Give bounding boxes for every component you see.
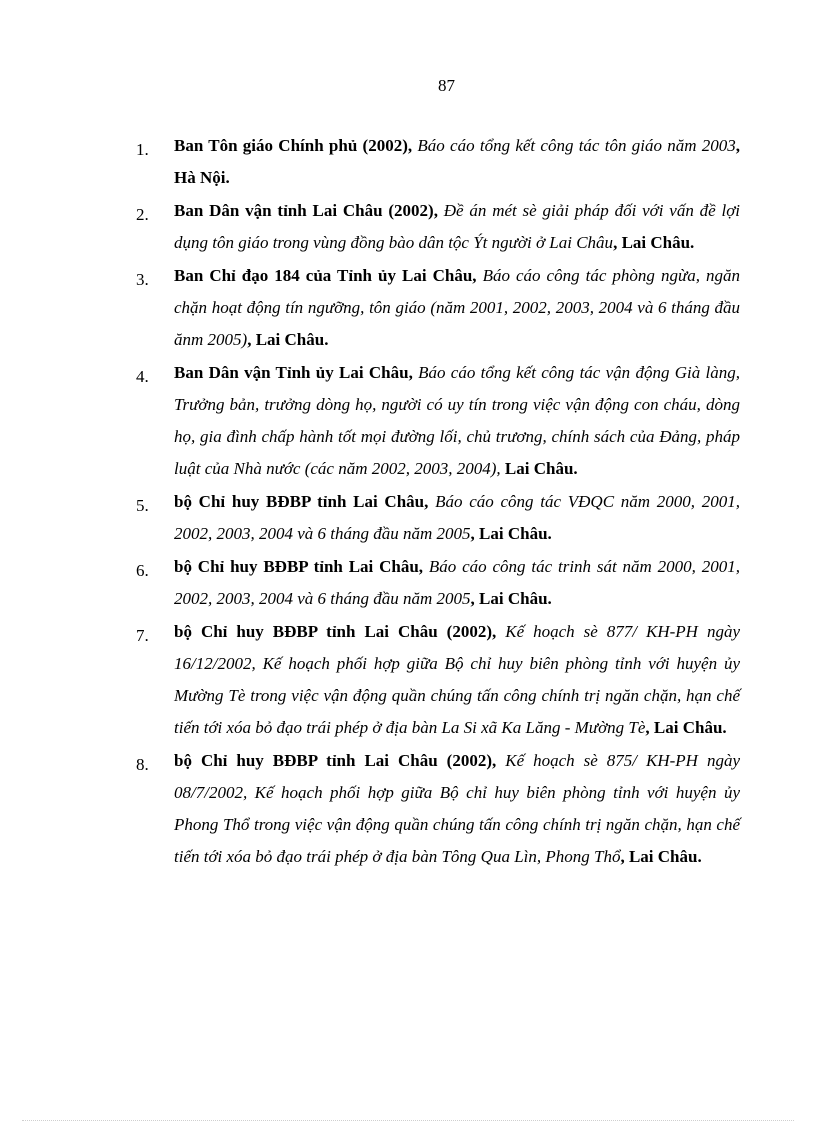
- reference-number: 6.: [136, 561, 149, 580]
- reference-place: , Lai Châu.: [247, 330, 329, 349]
- reference-place: Lai Châu.: [500, 459, 578, 478]
- reference-author: Ban Chỉ đạo 184 của Tỉnh ủy Lai Châu,: [174, 266, 477, 285]
- reference-author: Ban Dân vận Tỉnh ủy Lai Châu,: [174, 363, 413, 382]
- reference-text: [174, 616, 740, 744]
- reference-place: , Lai Châu.: [613, 233, 695, 252]
- reference-item: [136, 551, 740, 615]
- reference-number: 2.: [136, 205, 149, 224]
- reference-title: Báo cáo công tác trinh sát năm 2000, 2001, 2002, 2003, 2004 và 6 tháng đầu năm 2005: [174, 557, 741, 608]
- reference-place: , Lai Châu.: [470, 589, 552, 608]
- reference-place: , Lai Châu.: [470, 524, 552, 543]
- reference-title: Báo cáo tổng kết công tác vận động Già làng, Trưởng bản, trưởng dòng họ, người có uy tín trong việc vận động con cháu, dòng họ, gia đình chấp hành tốt mọi đường lối, chủ trương, chính sách của Đảng, pháp luật của Nhà nước (các năm 2002, 2003, 2004),: [174, 363, 740, 478]
- reference-title: Báo cáo công tác phòng ngừa, ngăn chặn hoạt động tín ngưỡng, tôn giáo (năm 2001, 2002, 2003, 2004 và 6 tháng đầu ănm 2005): [174, 266, 741, 349]
- reference-title: Kế hoạch sè 877/ KH-PH ngày 16/12/2002, Kế hoạch phối hợp giữa Bộ chỉ huy biên phòng tỉnh với huyện ủy Mường Tè trong việc vận động quần chúng tấn công chính trị ngăn chặn, hạn chế tiến tới xóa bỏ đạo trái phép ở địa bàn La Si xã Ka Lăng - Mường Tè: [174, 622, 740, 737]
- page-number: 87: [438, 76, 455, 95]
- reference-text: [174, 745, 740, 873]
- reference-text: [174, 486, 740, 550]
- reference-item: [136, 195, 740, 259]
- reference-number: 5.: [136, 496, 149, 515]
- reference-text: [174, 357, 740, 485]
- reference-item: [136, 745, 740, 873]
- reference-text: [174, 130, 740, 194]
- reference-place: , Hà Nội.: [174, 136, 740, 187]
- reference-text: [174, 260, 740, 356]
- reference-title: Báo cáo tổng kết công tác tôn giáo năm 2003: [417, 136, 736, 155]
- reference-number: 1.: [136, 140, 149, 159]
- reference-title: Đề án mét sè giải pháp đối với vấn đề lợi dụng tôn giáo trong vùng đồng bào dân tộc Ýt người ở Lai Châu: [174, 201, 741, 252]
- reference-author: bộ Chỉ huy BĐBP tỉnh Lai Châu (2002),: [174, 622, 497, 641]
- reference-number: 7.: [136, 626, 149, 645]
- reference-place: , Lai Châu.: [620, 847, 702, 866]
- reference-item: [136, 486, 740, 550]
- reference-item: [136, 616, 740, 744]
- reference-item: [136, 130, 740, 194]
- reference-author: Ban Tôn giáo Chính phủ (2002),: [174, 136, 413, 155]
- reference-author: Ban Dân vận tỉnh Lai Châu (2002),: [174, 201, 438, 220]
- reference-title: Kế hoạch sè 875/ KH-PH ngày 08/7/2002, Kế hoạch phối hợp giữa Bộ chỉ huy biên phòng tỉnh với huyện ủy Phong Thổ trong việc vận động quần chúng tấn công chính trị ngăn chặn, hạn chế tiến tới xóa bỏ đạo trái phép ở địa bàn Tông Qua Lìn, Phong Thổ: [174, 751, 740, 866]
- reference-author: bộ Chỉ huy BĐBP tỉnh Lai Châu,: [174, 492, 429, 511]
- reference-author: bộ Chỉ huy BĐBP tỉnh Lai Châu (2002),: [174, 751, 497, 770]
- reference-text: [174, 551, 740, 615]
- reference-number: 3.: [136, 270, 149, 289]
- reference-author: bộ Chỉ huy BĐBP tỉnh Lai Châu,: [174, 557, 424, 576]
- reference-item: [136, 357, 740, 485]
- reference-item: [136, 260, 740, 356]
- reference-list: [136, 130, 740, 874]
- reference-number: 8.: [136, 755, 149, 774]
- reference-text: [174, 195, 740, 259]
- page-bottom-rule: [22, 1120, 794, 1121]
- reference-title: Báo cáo công tác VĐQC năm 2000, 2001, 2002, 2003, 2004 và 6 tháng đầu năm 2005: [174, 492, 740, 543]
- reference-place: , Lai Châu.: [645, 718, 727, 737]
- reference-number: 4.: [136, 367, 149, 386]
